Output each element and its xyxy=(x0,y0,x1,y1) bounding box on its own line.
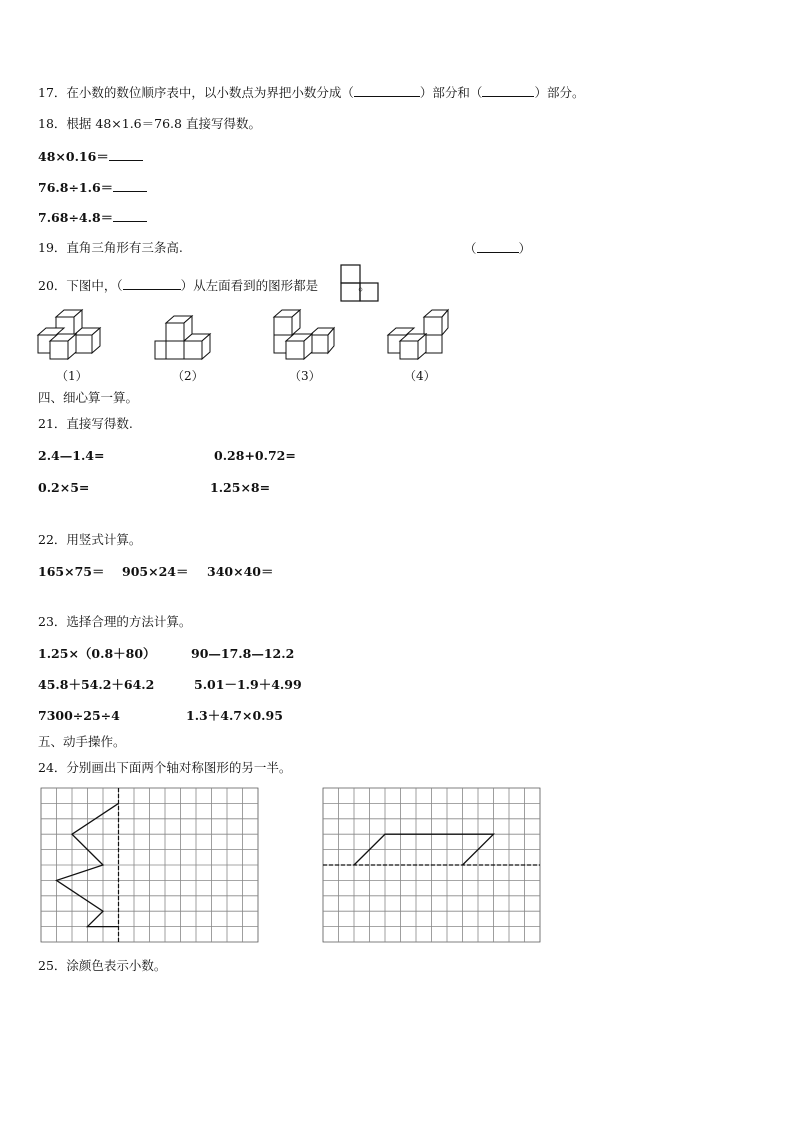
question-18: 18．根据 48×1.6＝76.8 直接写得数。 xyxy=(38,116,261,131)
question-25: 25．涂颜色表示小数。 xyxy=(38,958,167,973)
q23-item: 7300÷25÷4 xyxy=(38,708,120,723)
cube-figure-1 xyxy=(36,308,106,360)
cube-figure-4 xyxy=(386,308,452,360)
q23-item: 1.25×（0.8＋80） xyxy=(38,646,156,661)
q21-item: 1.25×8= xyxy=(210,480,271,495)
q21-item: 0.28+0.72= xyxy=(214,448,296,463)
question-21: 21．直接写得数. xyxy=(38,416,133,431)
cube-figure-3 xyxy=(272,308,338,360)
question-22: 22．用竖式计算。 xyxy=(38,532,142,547)
question-number: 23． xyxy=(38,614,67,629)
q23-item: 90—17.8—12.2 xyxy=(191,646,295,661)
question-24: 24．分别画出下面两个轴对称图形的另一半。 xyxy=(38,760,292,775)
symmetry-grid-left[interactable] xyxy=(40,787,260,944)
q23-item: 45.8＋54.2＋64.2 xyxy=(38,677,155,692)
cube-figure-2 xyxy=(154,315,220,361)
question-number: 17． xyxy=(38,85,67,100)
section-heading: 四、细心算一算。 xyxy=(38,390,139,405)
question-23: 23．选择合理的方法计算。 xyxy=(38,614,192,629)
question-number: 20． xyxy=(38,278,67,293)
answer-blank[interactable] xyxy=(354,84,420,97)
question-19: 19．直角三角形有三条高. xyxy=(38,240,183,255)
figure-caption: （1） xyxy=(56,369,88,383)
left-view-figure xyxy=(340,264,380,302)
q22-item: 165×75＝ xyxy=(38,564,105,579)
figure-caption: （3） xyxy=(289,369,321,383)
q21-item: 0.2×5= xyxy=(38,480,90,495)
answer-blank[interactable] xyxy=(477,240,519,253)
question-number: 21． xyxy=(38,416,67,431)
q19-answer-paren: （ ） xyxy=(464,241,532,256)
q22-item: 905×24＝ xyxy=(122,564,189,579)
q18-item: 76.8÷1.6＝ xyxy=(38,179,147,196)
answer-blank[interactable] xyxy=(109,148,143,161)
question-number: 22． xyxy=(38,532,67,547)
figure-caption: （2） xyxy=(172,369,204,383)
answer-blank[interactable] xyxy=(113,209,147,222)
question-number: 25． xyxy=(38,958,67,973)
q21-item: 2.4—1.4= xyxy=(38,448,105,463)
answer-blank[interactable] xyxy=(113,179,147,192)
question-20: 20．下图中，（ ）从左面看到的图形都是 。 xyxy=(38,278,371,293)
figure-caption: （4） xyxy=(404,369,436,383)
answer-blank[interactable] xyxy=(123,277,181,290)
q23-item: 5.01－1.9＋4.99 xyxy=(194,677,302,692)
q18-item: 48×0.16＝ xyxy=(38,148,143,165)
q18-item: 7.68÷4.8＝ xyxy=(38,209,147,226)
question-number: 18． xyxy=(38,116,67,131)
question-number: 24． xyxy=(38,760,67,775)
question-number: 19． xyxy=(38,240,67,255)
q22-item: 340×40＝ xyxy=(207,564,274,579)
question-17: 17．在小数的数位顺序表中，以小数点为界把小数分成（ ）部分和（ ）部分。 xyxy=(38,85,585,100)
section-heading: 五、动手操作。 xyxy=(38,734,126,749)
q23-item: 1.3＋4.7×0.95 xyxy=(186,708,283,723)
answer-blank[interactable] xyxy=(482,84,534,97)
symmetry-grid-right[interactable] xyxy=(322,787,542,944)
